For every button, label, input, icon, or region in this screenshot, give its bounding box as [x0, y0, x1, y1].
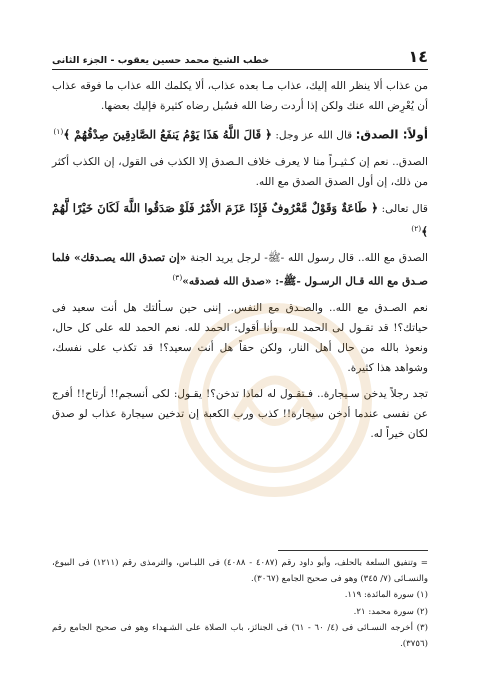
quran-verse-muhammad: ﴿ طَاعَةٌ وَقَوْلٌ مَّعْرُوفٌ فَإِذَا عَزَمَ الأَمْرُ فَلَوْ صَدَقُوا اللَّهَ لَكَانَ خَيْرًا لَّهُمْ ﴾	[52, 200, 428, 239]
footnote-3: (٣) أخرجه النسـائى فى (٤/ ٦٠ - ٦١) فى الجنائز، باب الصلاة على الشـهداء وهو فى صحيح الجامع رقم (٣٧٥٦).	[52, 623, 428, 649]
section-heading-label: أولاً: الصدق:	[355, 127, 428, 142]
paragraph-smoking-text: تجد رجلاً يدخن سـيجارة.. فـتقـول له لماذا تدخن؟! يقـول: لكى أنسجم!! أرتاح!! أفرج عن نفسى عندما أدخن سيجارة!! كذب ورب الكعبة إن تدخين سيجارة عذاب لو صدق لكان خيراً له.	[52, 387, 428, 440]
hadith-quote: «إن تصدق الله يصـدقك» فلما صـدق مع الله قـال الرسـول -ﷺ-: «صدق الله فصدقه»	[52, 252, 428, 288]
main-text	[52, 76, 428, 447]
hadith-intro: الصدق مع الله.. قال رسول الله -ﷺ- لرجل يريد الجنة	[190, 252, 428, 265]
footnote-ref-2: (٢)	[411, 223, 422, 233]
paragraph-verse-muhammad	[52, 198, 428, 243]
section-heading-truthfulness	[52, 122, 428, 146]
paragraph-smoking	[52, 384, 428, 444]
paragraph-self-honesty	[52, 298, 428, 378]
footnote-1: (١) سورة المائدة: ١١٩.	[344, 590, 428, 600]
paragraph-self-honesty-text: نعم الصـدق مع الله.. والصـدق مع النفس.. إننى حين سـألتك هل أنت سعيد فى حياتك؟! قد تقـول لى الحمد لله، وأنا أقول: الحمد لله. نعم الحمد لله على كل حال، ونعوذ بالله من حال أهل النار، ولكن حقاً هل أنت سعيد؟! قد تكذب على نفسك، وشواهد هذا كثيرة.	[52, 301, 428, 374]
footnotes	[52, 556, 428, 653]
verse-intro: قال تعالى:	[381, 202, 428, 215]
paragraph-truth-with-god-text: الصدق.. نعم إن كـثيـراً منا لا يعرف خلاف الـصدق إلا الكذب فى القول، إن الكذب أكثر من ذلك، إن أول الصدق الصدق مع الله.	[52, 155, 428, 188]
page-number: ١٤	[408, 47, 428, 66]
page-header	[52, 40, 428, 70]
footnote-ref-3: (٣)	[172, 273, 183, 283]
footnote-divider	[278, 550, 428, 551]
quran-verse-maidah: ﴿ قَالَ اللَّهُ هَذَا يَوْمُ يَنفَعُ الصَّادِقِينَ صِدْقُهُمْ ﴾	[63, 127, 272, 142]
footnote-continued: = وتنفيق السلعة بالحلف، وأبو داود رقم (٤٠٨٧ - ٤٠٨٨) فى اللبـاس، والترمذى رقم (١٢١١) فى البيوع، والنسـائى (٧/ ٣٤٥) وهو فى صحيح الجامع (٣٠٦٧).	[52, 558, 428, 584]
paragraph-intro-text: من عذاب ألا ينظر الله إليك، عذاب مـا بعده عذاب، ألا يكلمك الله عذاب ما فوقه عذاب أن يُعْرِض الله عنك ولكن إذا أردت رضا الله فسُبل رضاه كثيرة فإليك بعضها.	[52, 80, 428, 112]
running-title: خطب الشيخ محمد حسين يعقوب - الجزء الثانى	[52, 55, 270, 66]
section-heading-intro: قال الله عز وجل:	[275, 129, 353, 142]
paragraph-intro	[52, 76, 428, 116]
paragraph-truth-with-god	[52, 152, 428, 192]
footnote-2: (٢) سورة محمد: ٢١.	[353, 606, 428, 617]
paragraph-hadith	[52, 248, 428, 292]
footnote-ref-1: (١)	[53, 127, 64, 136]
